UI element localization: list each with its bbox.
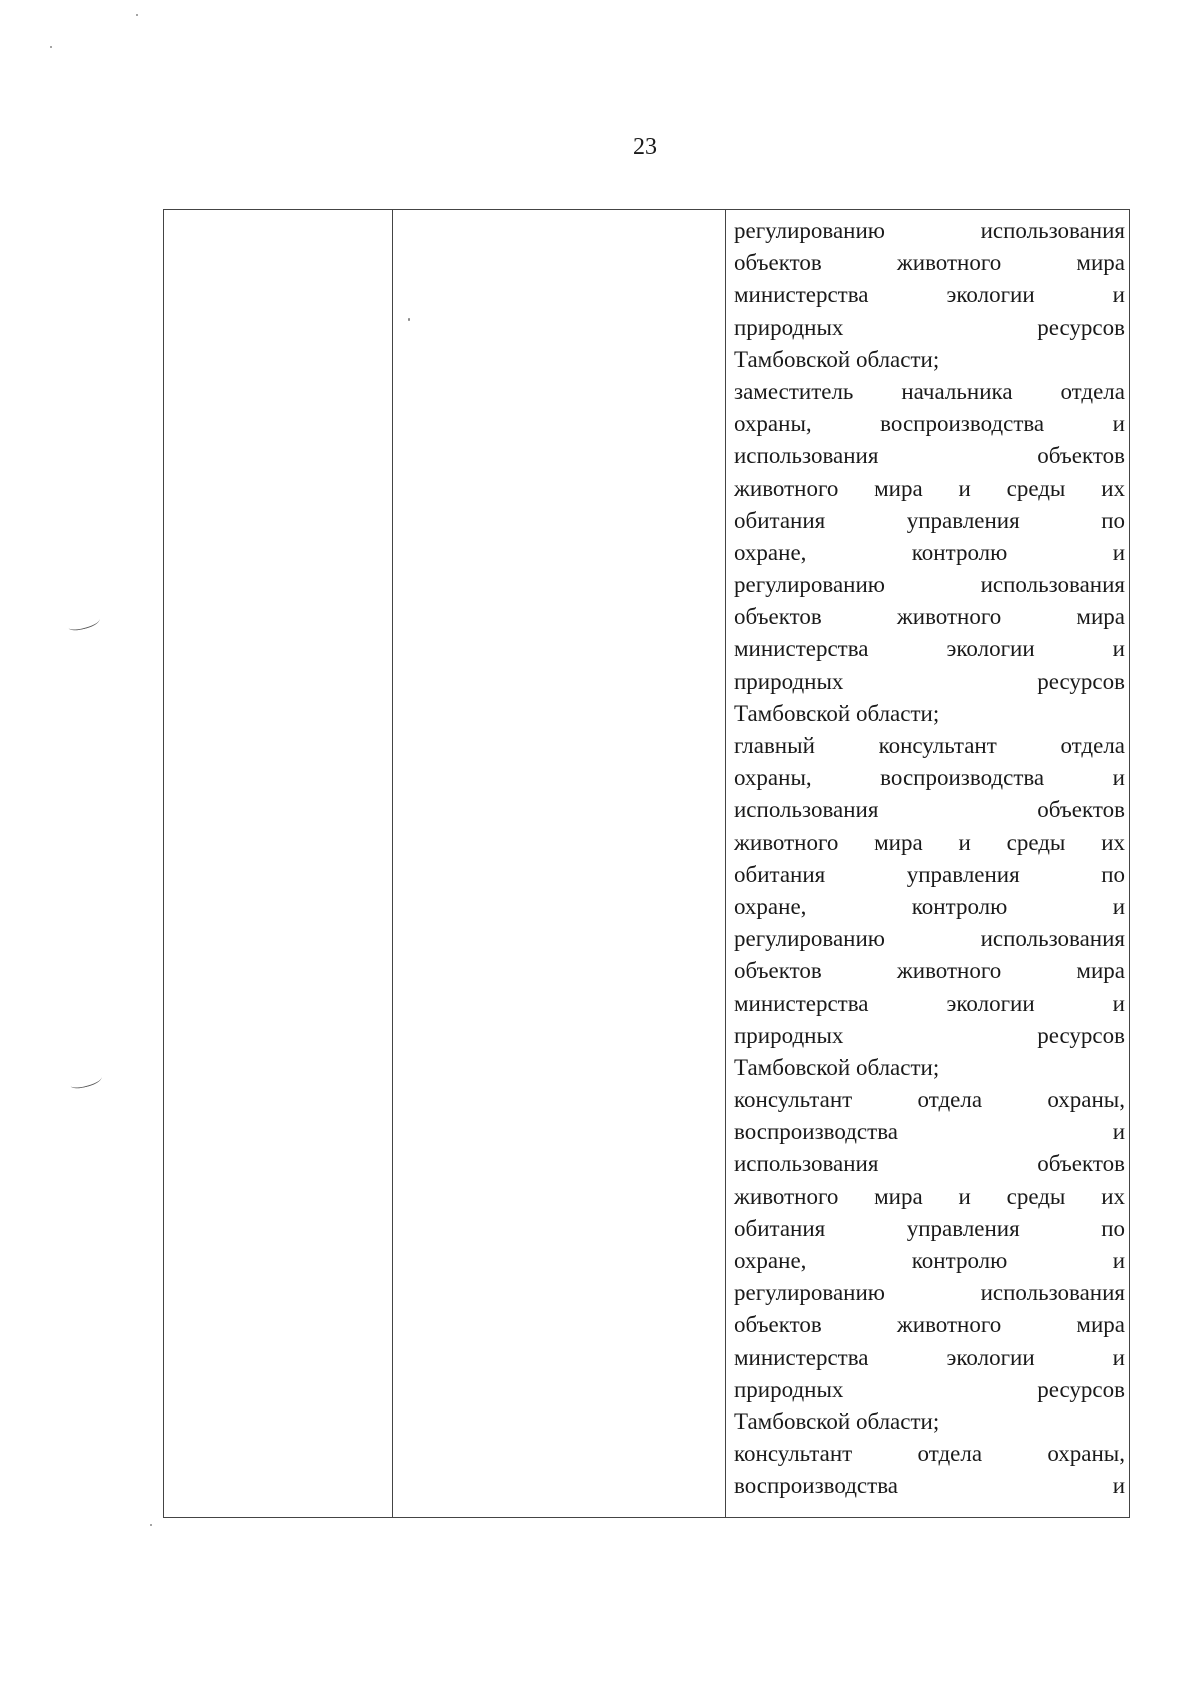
text-line: природных ресурсов (734, 314, 1125, 340)
text-line: использования объектов (734, 443, 1125, 469)
margin-pencil-mark (69, 1073, 103, 1090)
text-line: охране, контролю и (734, 1248, 1125, 1273)
text-line: обитания управления по (734, 861, 1125, 887)
text-line: регулированию использования (734, 926, 1125, 952)
text-line: Тамбовской области; (734, 700, 940, 726)
text-line: воспроизводства и (734, 1119, 1125, 1145)
text-line: консультант отдела охраны, (734, 1441, 1125, 1467)
text-line: министерства экологии и (734, 990, 1125, 1016)
text-line: объектов животного мира (734, 604, 1125, 630)
text-line: природных ресурсов (734, 1022, 1125, 1048)
text-line: регулированию использования (734, 1280, 1125, 1306)
text-line: заместитель начальника отдела (734, 378, 1125, 404)
table-cell-col2 (393, 210, 726, 1518)
text-line: природных ресурсов (734, 1376, 1125, 1402)
text-line: обитания управления по (734, 507, 1125, 533)
scan-speck (136, 14, 138, 16)
text-line: министерства экологии и (734, 636, 1125, 662)
text-line: объектов животного мира (734, 1312, 1125, 1338)
text-line: животного мира и среды их (734, 829, 1125, 855)
text-line: обитания управления по (734, 1215, 1125, 1241)
text-line: регулированию использования (734, 218, 1125, 243)
text-line: объектов животного мира (734, 250, 1125, 276)
table-cell-col3 (726, 210, 1130, 1518)
text-line: Тамбовской области; (734, 1054, 940, 1080)
text-line: министерства экологии и (734, 282, 1125, 308)
text-line: регулированию использования (734, 572, 1125, 598)
text-line: использования объектов (734, 797, 1125, 823)
text-line: охране, контролю и (734, 539, 1125, 565)
text-line: охраны, воспроизводства и (734, 765, 1125, 791)
text-line: главный консультант отдела (734, 733, 1125, 758)
text-line: Тамбовской области; (734, 346, 940, 372)
text-line: животного мира и среды их (734, 475, 1125, 501)
text-line: министерства экологии и (734, 1344, 1125, 1370)
text-line: Тамбовской области; (734, 1408, 940, 1434)
margin-pencil-mark (67, 615, 101, 632)
table-cell-col1 (164, 210, 393, 1518)
scan-speck (150, 1524, 152, 1526)
table-row (164, 210, 1130, 1518)
text-line: воспроизводства и (734, 1473, 1125, 1499)
text-line: охране, контролю и (734, 893, 1125, 919)
text-line: природных ресурсов (734, 668, 1125, 694)
text-line: животного мира и среды их (734, 1183, 1125, 1209)
scan-speck (408, 318, 410, 321)
text-line: консультант отдела охраны, (734, 1087, 1125, 1113)
text-line: охраны, воспроизводства и (734, 411, 1125, 437)
document-table (163, 209, 1130, 1518)
text-line: использования объектов (734, 1151, 1125, 1177)
page-number: 23 (633, 134, 657, 160)
col3-text-block (726, 210, 1129, 1503)
scan-speck (50, 46, 52, 48)
text-line: объектов животного мира (734, 958, 1125, 984)
